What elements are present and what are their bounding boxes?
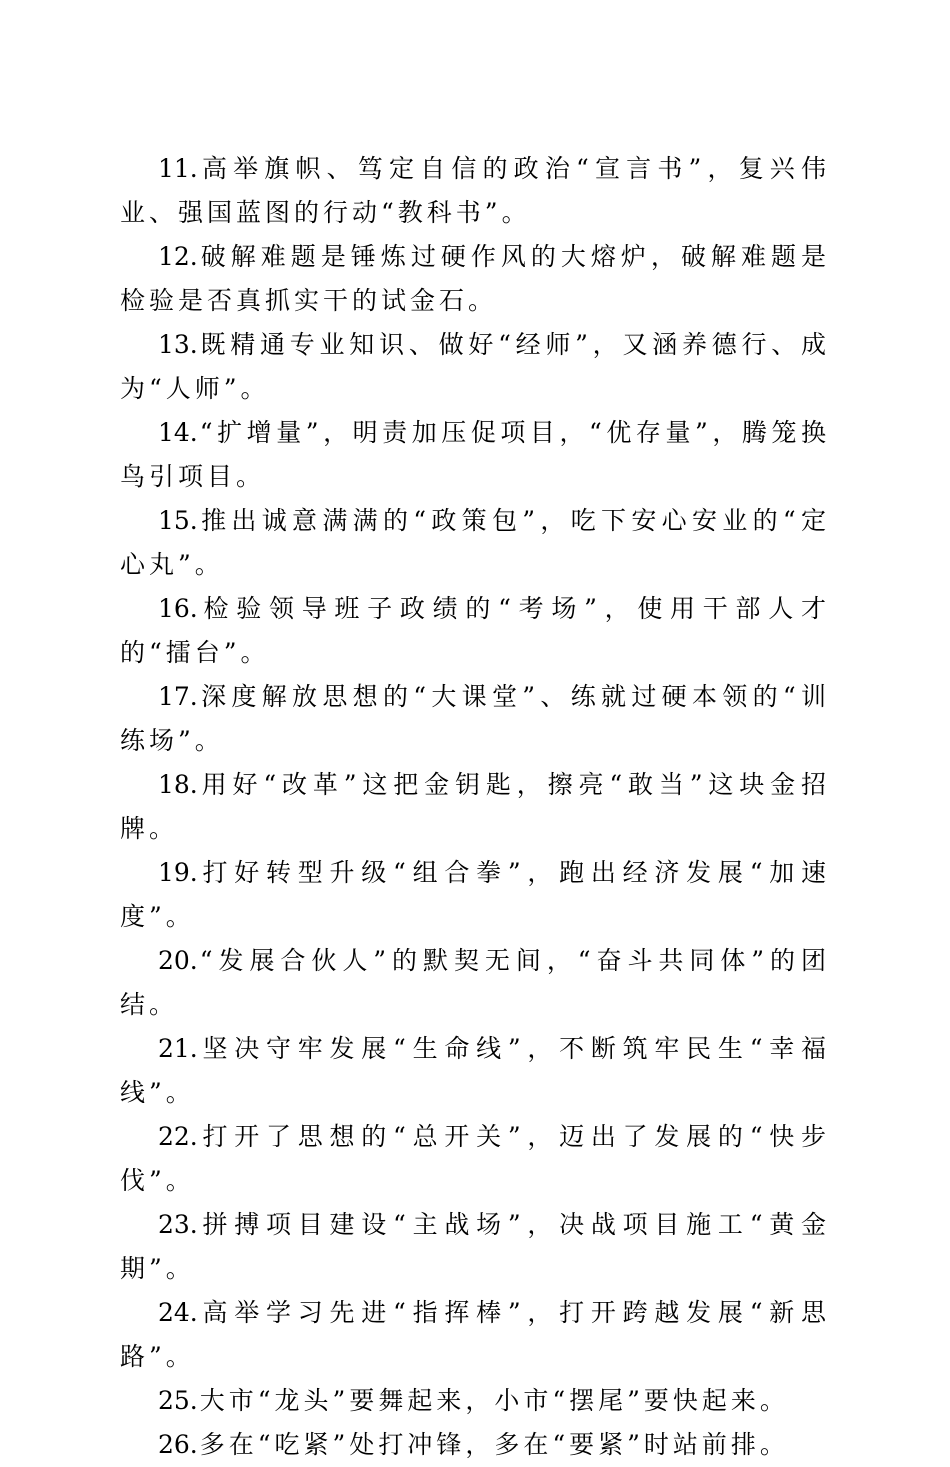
- item-number: 18.: [158, 770, 198, 799]
- item-text: 高举旗帜、笃定自信的政治“宣言书”，复兴伟业、强国蓝图的行动“教科书”。: [120, 154, 830, 227]
- item-number: 21.: [158, 1034, 198, 1063]
- item-number: 17.: [158, 682, 198, 711]
- list-item: [120, 323, 830, 411]
- item-text: 破解难题是锤炼过硬作风的大熔炉，破解难题是检验是否真抓实干的试金石。: [120, 242, 830, 315]
- item-text: 坚决守牢发展“生命线”，不断筑牢民生“幸福线”。: [120, 1034, 830, 1107]
- item-number: 14.: [158, 418, 198, 447]
- item-text: “扩增量”，明责加压促项目，“优存量”，腾笼换鸟引项目。: [120, 418, 830, 491]
- document-body: [120, 147, 830, 1467]
- list-item: [120, 1027, 830, 1115]
- item-text: 大市“龙头”要舞起来，小市“摆尾”要快起来。: [199, 1386, 789, 1415]
- item-text: 推出诚意满满的“政策包”，吃下安心安业的“定心丸”。: [120, 506, 830, 579]
- list-item: [120, 1291, 830, 1379]
- list-item: [120, 1115, 830, 1203]
- list-item: [120, 1379, 830, 1423]
- list-item: [120, 499, 830, 587]
- list-item: [120, 411, 830, 499]
- item-text: 深度解放思想的“大课堂”、练就过硬本领的“训练场”。: [120, 682, 830, 755]
- list-item: [120, 235, 830, 323]
- list-item: [120, 675, 830, 763]
- item-text: 既精通专业知识、做好“经师”，又涵养德行、成为“人师”。: [120, 330, 830, 403]
- item-text: 打开了思想的“总开关”，迈出了发展的“快步伐”。: [120, 1122, 830, 1195]
- list-item: [120, 763, 830, 851]
- item-text: 高举学习先进“指挥棒”，打开跨越发展“新思路”。: [120, 1298, 830, 1371]
- item-number: 19.: [158, 858, 198, 887]
- list-item: [120, 147, 830, 235]
- item-number: 23.: [158, 1210, 198, 1239]
- item-text: 打好转型升级“组合拳”，跑出经济发展“加速度”。: [120, 858, 830, 931]
- item-number: 13.: [158, 330, 198, 359]
- item-text: “发展合伙人”的默契无间，“奋斗共同体”的团结。: [120, 946, 830, 1019]
- item-text: 拼搏项目建设“主战场”，决战项目施工“黄金期”。: [120, 1210, 830, 1283]
- list-item: [120, 939, 830, 1027]
- item-number: 15.: [158, 506, 198, 535]
- item-text: 用好“改革”这把金钥匙，擦亮“敢当”这块金招牌。: [120, 770, 830, 843]
- item-text: 检验领导班子政绩的“考场”，使用干部人才的“擂台”。: [120, 594, 830, 667]
- item-text: 多在“吃紧”处打冲锋，多在“要紧”时站前排。: [199, 1430, 789, 1459]
- item-number: 24.: [158, 1298, 198, 1327]
- item-number: 16.: [158, 594, 198, 623]
- list-item: [120, 1203, 830, 1291]
- list-item: [120, 587, 830, 675]
- list-item: [120, 1423, 830, 1467]
- item-number: 25.: [158, 1386, 198, 1415]
- item-number: 11.: [158, 154, 198, 183]
- item-number: 26.: [158, 1430, 198, 1459]
- item-number: 20.: [158, 946, 198, 975]
- item-number: 22.: [158, 1122, 198, 1151]
- item-number: 12.: [158, 242, 198, 271]
- list-item: [120, 851, 830, 939]
